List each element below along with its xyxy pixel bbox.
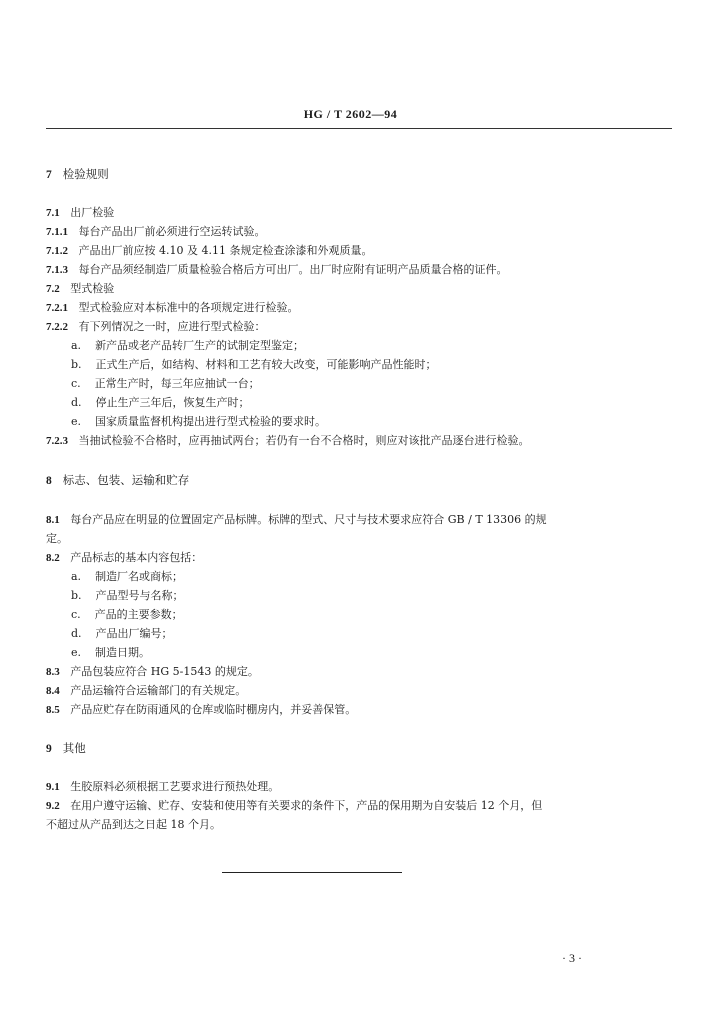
list-item <box>71 608 183 622</box>
list-item-text: 制造日期。 <box>95 646 151 659</box>
clause-9-2 <box>46 799 542 813</box>
list-item-text: 新产品或老产品转厂生产的试制定型鉴定； <box>95 339 305 352</box>
list-item <box>71 358 437 372</box>
list-item-text: 产品型号与名称； <box>95 589 184 602</box>
clause-number: 8.5 <box>46 704 60 716</box>
clause-number: 7.2 <box>46 283 60 295</box>
clause-7-1-1 <box>46 225 266 239</box>
section-title: 标志、包装、运输和贮存 <box>62 473 190 487</box>
list-item-text: 产品的主要参数； <box>94 608 183 621</box>
clause-text: 产品运输符合运输部门的有关规定。 <box>70 684 247 697</box>
clause-number: 9.2 <box>46 800 60 812</box>
clause-text: 每台产品须经制造厂质量检验合格后方可出厂。出厂时应附有证明产品质量合格的证件。 <box>78 263 508 276</box>
list-item-text: 正常生产时，每三年应抽试一台； <box>94 377 260 390</box>
page-number: · 3 · <box>562 951 582 965</box>
clause-7-2-1 <box>46 301 299 315</box>
list-item-label: e. <box>71 646 82 659</box>
clause-number: 7.1.1 <box>46 226 68 238</box>
list-item-text: 停止生产三年后，恢复生产时； <box>95 396 250 409</box>
list-item <box>71 627 173 641</box>
list-item-text: 正式生产后，如结构、材料和工艺有较大改变，可能影响产品性能时； <box>95 358 437 371</box>
clause-number: 7.1 <box>46 207 60 219</box>
list-item-label: c. <box>71 608 81 621</box>
list-item-label: e. <box>71 415 82 428</box>
section-title: 其他 <box>62 741 86 755</box>
list-item-text: 产品出厂编号； <box>95 627 173 640</box>
clause-number: 8.2 <box>46 552 60 564</box>
clause-7-1-2 <box>46 244 372 258</box>
clause-text: 生胶原料必须根据工艺要求进行预热处理。 <box>70 780 280 793</box>
clause-8-5 <box>46 703 356 717</box>
clause-text: 产品出厂前应按 4.10 及 4.11 条规定检查涂漆和外观质量。 <box>78 244 373 257</box>
section-number: 8 <box>46 475 52 487</box>
clause-text: 型式检验应对本标准中的各项规定进行检验。 <box>78 301 299 314</box>
clause-8-1 <box>46 513 547 527</box>
clause-number: 7.2.2 <box>46 321 68 333</box>
clause-number: 8.1 <box>46 514 60 526</box>
clause-7-2-2 <box>46 320 266 334</box>
list-item-label: a. <box>71 570 82 583</box>
list-item <box>71 646 150 660</box>
clause-number: 9.1 <box>46 781 60 793</box>
clause-text: 有下列情况之一时，应进行型式检验： <box>78 320 266 333</box>
end-of-text-rule <box>222 872 402 873</box>
clause-text: 型式检验 <box>70 282 115 295</box>
list-item-text: 国家质量监督机构提出进行型式检验的要求时。 <box>95 415 327 428</box>
clause-8-2 <box>46 551 202 565</box>
list-item <box>71 339 304 353</box>
section-8-heading <box>46 473 189 488</box>
clause-text: 在用户遵守运输、贮存、安装和使用等有关要求的条件下，产品的保用期为自安装后 12 个月，但 <box>70 799 543 812</box>
clause-text: 当抽试检验不合格时，应再抽试两台；若仍有一台不合格时，则应对该批产品逐台进行检验。 <box>78 434 530 447</box>
clause-number: 7.1.2 <box>46 245 68 257</box>
list-item-label: a. <box>71 339 82 352</box>
header-rule <box>46 128 672 129</box>
list-item <box>71 415 326 429</box>
clause-7-2-3 <box>46 434 530 448</box>
list-item-label: c. <box>71 377 81 390</box>
list-item-label: b. <box>71 589 82 602</box>
clause-text: 每台产品出厂前必须进行空运转试验。 <box>78 225 266 238</box>
list-item-label: d. <box>71 627 82 640</box>
clause-8-4 <box>46 684 246 698</box>
clause-number: 8.4 <box>46 685 60 697</box>
clause-9-2-continuation: 不超过从产品到达之日起 18 个月。 <box>46 818 221 831</box>
clause-7-2 <box>46 282 114 296</box>
clause-number: 7.1.3 <box>46 264 68 276</box>
standard-number-header: HG / T 2602—94 <box>303 107 398 121</box>
clause-text: 产品包装应符合 HG 5-1543 的规定。 <box>70 665 259 678</box>
list-item <box>71 589 184 603</box>
clause-number: 7.2.3 <box>46 435 68 447</box>
clause-number: 7.2.1 <box>46 302 68 314</box>
clause-8-3 <box>46 665 259 679</box>
clause-number: 8.3 <box>46 666 60 678</box>
list-item-text: 制造厂名或商标； <box>95 570 184 583</box>
clause-text: 产品应贮存在防雨通风的仓库或临时棚房内，并妥善保管。 <box>70 703 357 716</box>
clause-7-1-3 <box>46 263 508 277</box>
list-item-label: d. <box>71 396 82 409</box>
clause-text: 每台产品应在明显的位置固定产品标牌。标牌的型式、尺寸与技术要求应符合 GB / T 13306 的规 <box>70 513 547 526</box>
list-item-label: b. <box>71 358 82 371</box>
list-item <box>71 377 260 391</box>
section-title: 检验规则 <box>62 167 109 181</box>
clause-text: 产品标志的基本内容包括： <box>70 551 203 564</box>
section-7-heading <box>46 167 109 182</box>
clause-9-1 <box>46 780 279 794</box>
list-item <box>71 570 183 584</box>
section-number: 9 <box>46 743 52 755</box>
list-item <box>71 396 250 410</box>
clause-8-1-continuation: 定。 <box>46 532 68 545</box>
clause-7-1 <box>46 206 114 220</box>
section-number: 7 <box>46 169 52 181</box>
section-9-heading <box>46 741 86 756</box>
clause-text: 出厂检验 <box>70 206 115 219</box>
